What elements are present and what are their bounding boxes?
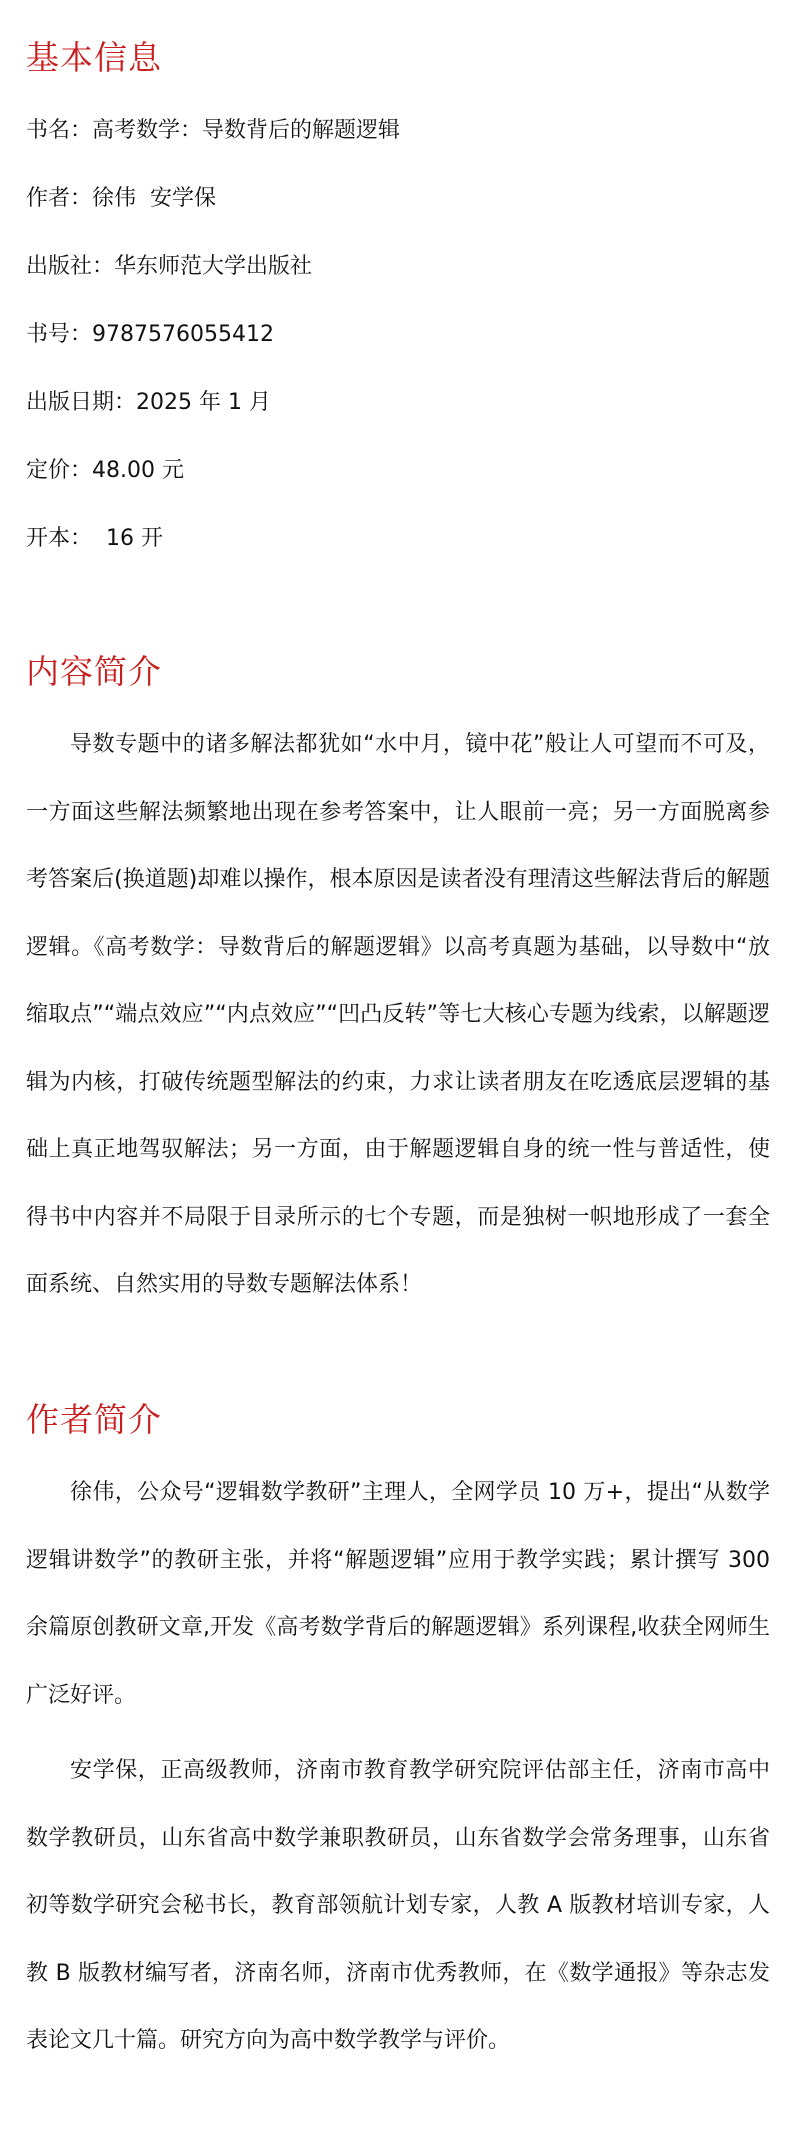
author-intro-heading: 作者简介 [26,1400,162,1439]
info-title-label: 书名： [26,118,93,143]
info-format-line [26,524,163,554]
author-intro-paragraph-xu: 徐伟，公众号“逻辑数学教研”主理人，全网学员 10 万+，提出“从数学逻辑讲数学”的教研主张，并将“解题逻辑”应用于教学实践；累计撰写 300 余篇原创教研文章,开发《高考数学背后的解题逻辑》系列课程,收获全网师生广泛好评。 [26,1480,770,1708]
content-intro-paragraph: 导数专题中的诸多解法都犹如“水中月，镜中花”般让人可望而不可及，一方面这些解法频繁地出现在参考答案中，让人眼前一亮；另一方面脱离参考答案后(换道题)却难以操作，根本原因是读者没有理清这些解法背后的解题逻辑。《高考数学：导数背后的解题逻辑》以高考真题为基础，以导数中“放缩取点”“端点效应”“内点效应”“凹凸反转”等七大核心专题为线索，以解题逻辑为内核，打破传统题型解法的约束，力求让读者朋友在吃透底层逻辑的基础上真正地驾驭解法；另一方面，由于解题逻辑自身的统一性与普适性，使得书中内容并不局限于目录所示的七个专题，而是独树一帜地形成了一套全面系统、自然实用的导数专题解法体系！ [26,732,770,1297]
info-author-label: 作者： [26,186,93,211]
info-date-line [26,388,271,418]
info-title-line [26,116,400,146]
info-price-value: 48.00 元 [92,458,184,483]
info-price-label: 定价： [26,458,93,483]
info-format-label: 开本： [26,526,93,551]
info-publisher-line [26,252,312,282]
info-price-line [26,456,184,486]
info-date-label: 出版日期： [26,390,137,415]
info-date-value: 2025 年 1 月 [136,390,271,415]
info-title-value: 高考数学：导数背后的解题逻辑 [92,118,401,143]
info-isbn-value: 9787576055412 [92,322,274,347]
info-publisher-label: 出版社： [26,254,115,279]
info-author-value: 徐伟 安学保 [92,186,217,211]
info-isbn-line [26,320,274,350]
author-intro-paragraph-an: 安学保，正高级教师，济南市教育教学研究院评估部主任，济南市高中数学教研员，山东省高中数学兼职教研员，山东省数学会常务理事，山东省初等数学研究会秘书长，教育部领航计划专家，人教 A 版教材培训专家，人教 B 版教材编写者，济南名师，济南市优秀教师，在《数学通报》等杂志发表论文几十篇。研究方向为高中数学教学与评价。 [26,1758,770,2053]
basic-info-heading: 基本信息 [26,38,162,77]
info-author-line [26,184,216,214]
info-format-value: 16 开 [92,526,163,551]
info-isbn-label: 书号： [26,322,93,347]
content-intro-heading: 内容简介 [26,652,162,691]
info-publisher-value: 华东师范大学出版社 [114,254,313,279]
